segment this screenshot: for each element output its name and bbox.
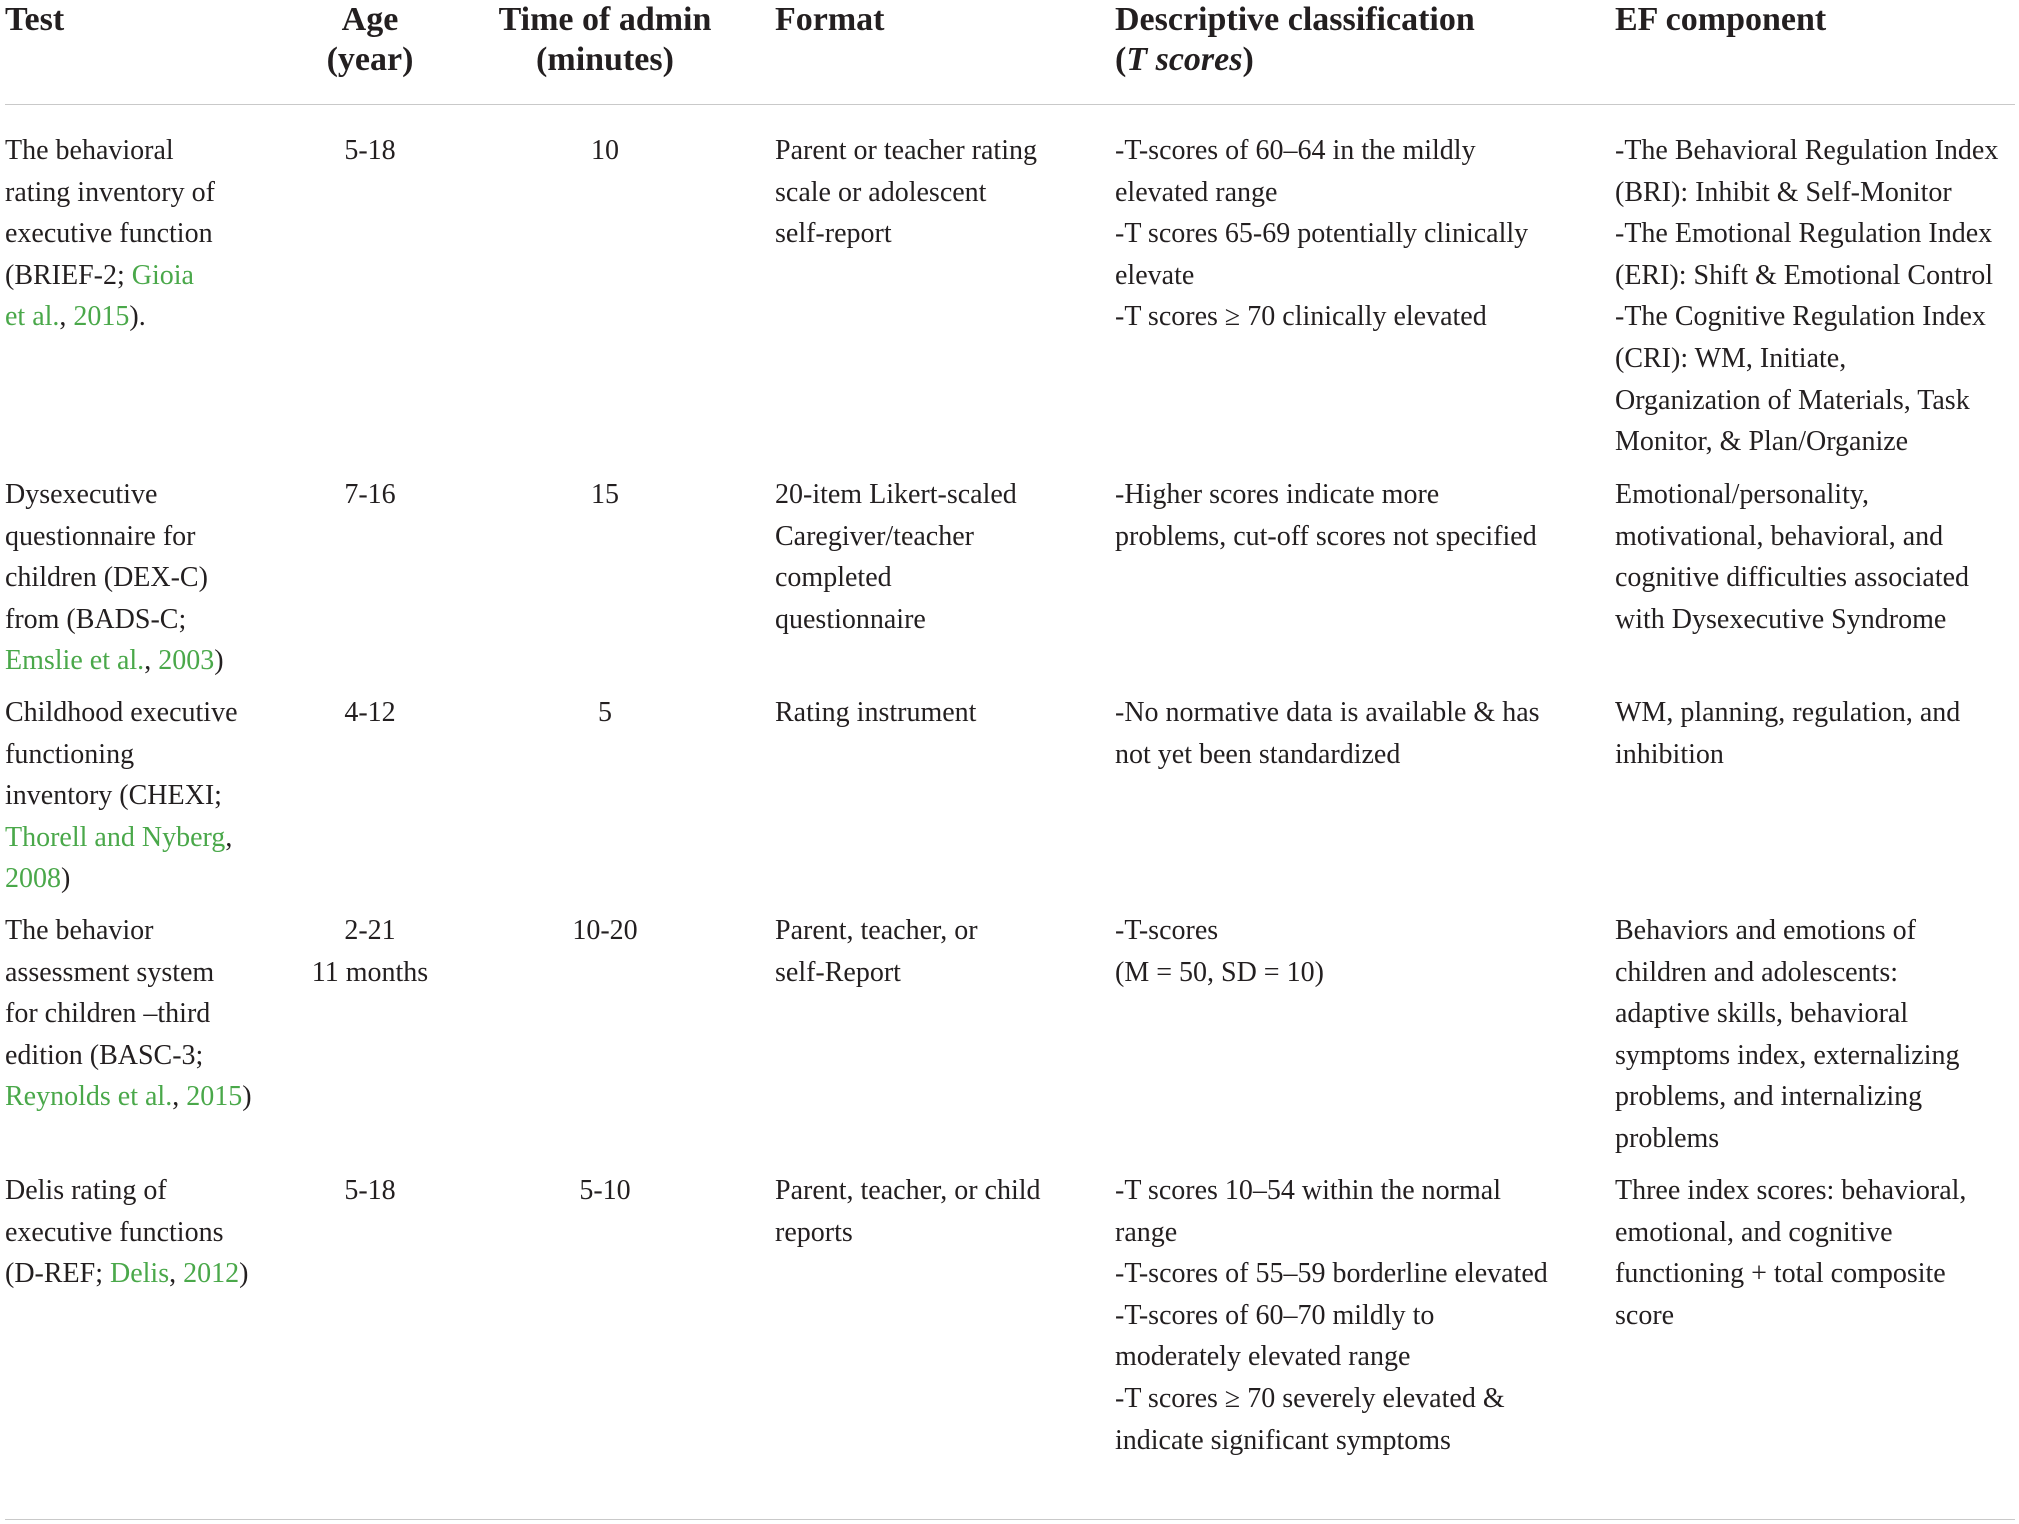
cell-line: emotional, and cognitive bbox=[1615, 1216, 1893, 1248]
cell-text: (BRIEF-2; bbox=[5, 259, 132, 291]
cell-text: ) bbox=[239, 1258, 249, 1290]
cell-text: Dysexecutive bbox=[5, 479, 158, 510]
cell-line: elevated range bbox=[1115, 176, 1278, 208]
cell-ef bbox=[1615, 130, 2015, 463]
cell-line: 11 months bbox=[311, 956, 429, 988]
cell-line: Caregiver/teacher bbox=[775, 520, 974, 552]
cell-time bbox=[480, 910, 730, 952]
cell-line: (M = 50, SD = 10) bbox=[1115, 956, 1324, 988]
cell-age bbox=[290, 692, 450, 734]
cell-text: executive function bbox=[5, 218, 213, 250]
citation-link[interactable]: 2015 bbox=[73, 301, 130, 333]
cell-line: self-Report bbox=[775, 956, 901, 988]
cell-line bbox=[5, 775, 305, 817]
cell-line: indicate significant symptoms bbox=[1115, 1424, 1451, 1456]
cell-line: Behaviors and emotions of bbox=[1615, 915, 1916, 946]
cell-line bbox=[5, 255, 305, 297]
cell-line: problems bbox=[1615, 1122, 1720, 1154]
cell-text: questionnaire for bbox=[5, 520, 196, 552]
header-age-line: (year) bbox=[326, 41, 414, 78]
cell-text: ) bbox=[214, 645, 224, 677]
cell-time bbox=[480, 474, 730, 516]
header-format bbox=[775, 0, 1095, 40]
cell-age bbox=[290, 1170, 450, 1212]
header-desc-line: Descriptive classification bbox=[1115, 1, 1475, 38]
header-time-line: Time of admin bbox=[498, 1, 712, 38]
cell-test bbox=[5, 692, 305, 900]
cell-line: 15 bbox=[591, 479, 619, 510]
cell-line bbox=[5, 910, 305, 952]
cell-line: problems, cut-off scores not specified bbox=[1115, 520, 1537, 552]
cell-text: functioning bbox=[5, 738, 135, 770]
cell-line: 20-item Likert-scaled bbox=[775, 479, 1017, 510]
cell-line bbox=[5, 130, 305, 172]
header-desc-line bbox=[1115, 40, 1585, 80]
cell-line: cognitive difficulties associated bbox=[1615, 562, 1970, 594]
cell-age bbox=[290, 130, 450, 172]
cell-line: motivational, behavioral, and bbox=[1615, 520, 1944, 552]
cell-test bbox=[5, 1170, 305, 1295]
header-ef-line: EF component bbox=[1615, 1, 1827, 38]
cell-line: children and adolescents: bbox=[1615, 956, 1899, 988]
cell-text: Delis rating of bbox=[5, 1175, 167, 1206]
cell-line bbox=[5, 1253, 305, 1295]
cell-line: -T scores ≥ 70 clinically elevated bbox=[1115, 301, 1487, 333]
cell-text: edition (BASC-3; bbox=[5, 1039, 204, 1071]
cell-line: -The Behavioral Regulation Index bbox=[1615, 135, 1999, 166]
cell-format bbox=[775, 1170, 1095, 1253]
header-test-line: Test bbox=[5, 1, 65, 38]
cell-test bbox=[5, 130, 305, 338]
cell-line: -T scores 65-69 potentially clinically bbox=[1115, 218, 1529, 250]
cell-time bbox=[480, 692, 730, 734]
cell-line: Rating instrument bbox=[775, 697, 977, 728]
cell-line: 7-16 bbox=[344, 479, 396, 510]
cell-line: 5-18 bbox=[344, 1175, 396, 1206]
cell-desc bbox=[1115, 474, 1585, 557]
cell-line: -Higher scores indicate more bbox=[1115, 479, 1440, 510]
cell-line bbox=[5, 952, 305, 994]
cell-line: Three index scores: behavioral, bbox=[1615, 1175, 1967, 1206]
cell-time bbox=[480, 130, 730, 172]
cell-line: self-report bbox=[775, 218, 892, 250]
cell-line: inhibition bbox=[1615, 738, 1724, 770]
cell-line bbox=[5, 640, 305, 682]
cell-line: 10 bbox=[591, 135, 619, 166]
cell-line: questionnaire bbox=[775, 603, 926, 635]
header-format-line: Format bbox=[775, 1, 885, 38]
cell-text: ) bbox=[61, 863, 71, 895]
cell-ef bbox=[1615, 692, 2015, 775]
cell-text: for children –third bbox=[5, 998, 211, 1030]
cell-line bbox=[5, 516, 305, 558]
cell-line bbox=[5, 1212, 305, 1254]
cell-line: not yet been standardized bbox=[1115, 738, 1401, 770]
cell-line bbox=[5, 557, 305, 599]
cell-line: 5-18 bbox=[344, 135, 396, 166]
cell-line: -T scores 10–54 within the normal bbox=[1115, 1175, 1501, 1206]
cell-line bbox=[5, 817, 305, 859]
cell-ef bbox=[1615, 910, 2015, 1160]
cell-desc bbox=[1115, 692, 1585, 775]
header-desc-paren-close: ) bbox=[1242, 41, 1254, 78]
cell-line: Parent, teacher, or bbox=[775, 915, 978, 946]
cell-line: 5-10 bbox=[579, 1175, 631, 1206]
cell-line bbox=[5, 692, 305, 734]
cell-line: 4-12 bbox=[344, 697, 396, 728]
header-time-line: (minutes) bbox=[536, 41, 674, 78]
cell-text: The behavior bbox=[5, 915, 154, 946]
cell-line: reports bbox=[775, 1216, 853, 1248]
cell-age bbox=[290, 474, 450, 516]
cell-line: (ERI): Shift & Emotional Control bbox=[1615, 259, 1993, 291]
cell-line: Organization of Materials, Task bbox=[1615, 384, 1970, 416]
cell-text: from (BADS-C; bbox=[5, 603, 187, 635]
cell-text: ). bbox=[129, 301, 146, 333]
cell-age bbox=[290, 910, 450, 993]
cell-test bbox=[5, 474, 305, 682]
cell-line: score bbox=[1615, 1299, 1675, 1331]
cell-text: , bbox=[169, 1258, 184, 1290]
cell-desc bbox=[1115, 130, 1585, 338]
citation-link[interactable]: 2012 bbox=[183, 1258, 240, 1290]
citation-link[interactable]: 2003 bbox=[158, 645, 215, 677]
header-rule bbox=[5, 104, 2015, 105]
cell-text: assessment system bbox=[5, 956, 215, 988]
cell-desc bbox=[1115, 1170, 1585, 1461]
cell-line bbox=[5, 993, 305, 1035]
cell-line: (CRI): WM, Initiate, bbox=[1615, 342, 1847, 374]
cell-line bbox=[5, 172, 305, 214]
cell-text: ) bbox=[242, 1081, 252, 1113]
citation-link[interactable]: 2008 bbox=[5, 863, 61, 895]
header-test bbox=[5, 0, 305, 40]
cell-line: scale or adolescent bbox=[775, 176, 987, 208]
cell-line bbox=[5, 599, 305, 641]
cell-line bbox=[5, 1035, 305, 1077]
citation-link[interactable]: Emslie et al. bbox=[5, 645, 145, 677]
cell-line: 5 bbox=[598, 697, 612, 728]
cell-format bbox=[775, 130, 1095, 255]
cell-line: -T-scores of 55–59 borderline elevated bbox=[1115, 1258, 1548, 1290]
cell-line: adaptive skills, behavioral bbox=[1615, 998, 1909, 1030]
cell-line: Parent or teacher rating bbox=[775, 135, 1037, 166]
cell-text: executive functions bbox=[5, 1216, 224, 1248]
cell-line: completed bbox=[775, 562, 892, 594]
citation-link[interactable]: Gioia bbox=[131, 259, 194, 291]
cell-format bbox=[775, 474, 1095, 640]
cell-line: Monitor, & Plan/Organize bbox=[1615, 426, 1909, 458]
cell-line: symptoms index, externalizing bbox=[1615, 1039, 1960, 1071]
header-ef-component bbox=[1615, 0, 2015, 40]
citation-link[interactable]: 2015 bbox=[186, 1081, 243, 1113]
header-age bbox=[290, 0, 450, 80]
cell-line: -The Emotional Regulation Index bbox=[1615, 218, 1993, 250]
cell-line bbox=[5, 1076, 305, 1118]
cell-text: rating inventory of bbox=[5, 176, 215, 208]
cell-line: -T scores ≥ 70 severely elevated & bbox=[1115, 1382, 1505, 1414]
citation-link[interactable]: Thorell and Nyberg bbox=[5, 821, 226, 853]
cell-line: elevate bbox=[1115, 259, 1195, 291]
cell-text: inventory (CHEXI; bbox=[5, 780, 222, 812]
cell-line: functioning + total composite bbox=[1615, 1258, 1946, 1290]
cell-line: 2-21 bbox=[344, 915, 396, 946]
cell-text: , bbox=[225, 821, 233, 853]
cell-time bbox=[480, 1170, 730, 1212]
citation-link[interactable]: et al. bbox=[5, 301, 60, 333]
cell-line: -T-scores of 60–70 mildly to bbox=[1115, 1299, 1435, 1331]
cell-line: -T-scores of 60–64 in the mildly bbox=[1115, 135, 1476, 166]
cell-line: Parent, teacher, or child bbox=[775, 1175, 1041, 1206]
cell-line: (BRI): Inhibit & Self-Monitor bbox=[1615, 176, 1952, 208]
cell-line: Emotional/personality, bbox=[1615, 479, 1870, 510]
cell-text: , bbox=[144, 645, 159, 677]
cell-ef bbox=[1615, 474, 2015, 640]
citation-link[interactable]: Reynolds et al. bbox=[5, 1081, 173, 1113]
cell-text: (D-REF; bbox=[5, 1258, 110, 1290]
cell-line bbox=[5, 474, 305, 516]
cell-text: The behavioral bbox=[5, 135, 174, 166]
citation-link[interactable]: Delis bbox=[110, 1258, 170, 1290]
cell-line bbox=[5, 213, 305, 255]
cell-text: , bbox=[172, 1081, 187, 1113]
cell-format bbox=[775, 910, 1095, 993]
cell-format bbox=[775, 692, 1095, 734]
cell-text: children (DEX-C) bbox=[5, 562, 208, 594]
cell-text: , bbox=[59, 301, 74, 333]
header-descriptive-classification bbox=[1115, 0, 1585, 80]
cell-ef bbox=[1615, 1170, 2015, 1336]
cell-line: problems, and internalizing bbox=[1615, 1081, 1923, 1113]
cell-line: moderately elevated range bbox=[1115, 1341, 1411, 1373]
header-age-line: Age bbox=[341, 1, 399, 38]
cell-line bbox=[5, 296, 305, 338]
cell-line: 10-20 bbox=[572, 915, 638, 946]
cell-desc bbox=[1115, 910, 1585, 993]
cell-line: -No normative data is available & has bbox=[1115, 697, 1540, 728]
cell-line bbox=[5, 1170, 305, 1212]
cell-line: -The Cognitive Regulation Index bbox=[1615, 301, 1986, 333]
cell-line: WM, planning, regulation, and bbox=[1615, 697, 1961, 728]
header-desc-paren-open: ( bbox=[1115, 41, 1127, 78]
bottom-rule bbox=[5, 1519, 2015, 1520]
cell-test bbox=[5, 910, 305, 1118]
header-time bbox=[480, 0, 730, 80]
header-desc-italic: T scores bbox=[1126, 41, 1243, 78]
cell-line: -T-scores bbox=[1115, 915, 1219, 946]
cell-line bbox=[5, 734, 305, 776]
cell-text: Childhood executive bbox=[5, 697, 238, 728]
cell-line: range bbox=[1115, 1216, 1178, 1248]
cell-line bbox=[5, 858, 305, 900]
cell-line: with Dysexecutive Syndrome bbox=[1615, 603, 1947, 635]
